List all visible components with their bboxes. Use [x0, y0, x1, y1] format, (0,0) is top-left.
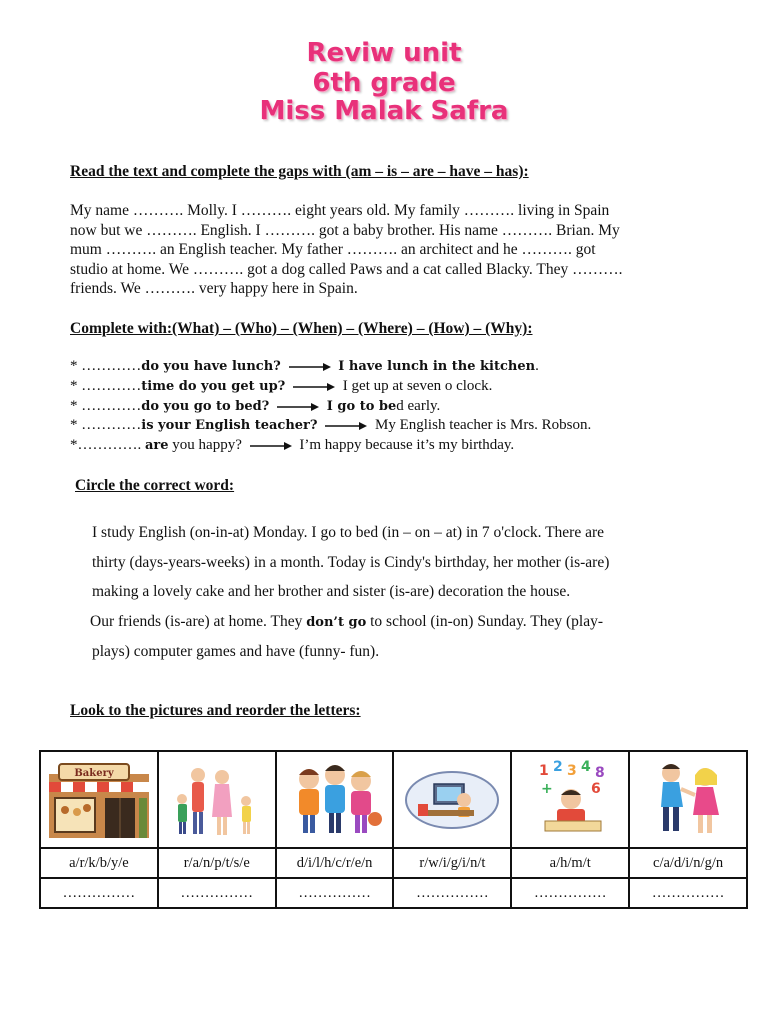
svg-text:1: 1 — [539, 762, 549, 779]
svg-text:+: + — [541, 780, 553, 797]
picture-row — [40, 751, 747, 848]
section1-heading: Read the text and complete the gaps with (am – is – are – have – has): — [70, 163, 529, 180]
question-item — [70, 397, 440, 417]
svg-text:2: 2 — [553, 758, 563, 775]
svg-text:8: 8 — [595, 764, 605, 781]
section1-line: friends. We ………. very happy here in Spain. — [70, 280, 358, 298]
answer-text: I’m happy because it’s my birthday. — [299, 437, 515, 453]
section3-text — [92, 518, 712, 667]
question-item — [70, 416, 591, 436]
answer-blank[interactable]: …………… — [393, 878, 511, 908]
svg-text:4: 4 — [581, 758, 591, 775]
svg-text:3: 3 — [567, 762, 577, 779]
arrow-icon — [277, 402, 319, 412]
computer-picture — [404, 770, 500, 830]
question-text: time do you get up? — [141, 379, 286, 394]
question-rest: you happy? — [168, 437, 242, 453]
family-picture-cell — [158, 751, 276, 848]
family-picture — [172, 759, 262, 841]
scrambled-word: r/a/n/p/t/s/e — [158, 848, 276, 878]
question-prefix: * ………… — [70, 358, 142, 374]
question-text: do you have lunch? — [141, 359, 281, 374]
section3-line-part: Our friends (is-are) at home. They — [90, 612, 307, 630]
question-prefix: * ………… — [70, 417, 142, 433]
svg-text:6: 6 — [591, 780, 601, 797]
arrow-icon — [293, 382, 335, 392]
children-picture-cell — [276, 751, 394, 848]
scrambled-row — [40, 848, 747, 878]
arrow-icon — [325, 421, 367, 431]
section3-line: plays) computer games and have (funny- fun). — [92, 643, 380, 660]
arrow-icon — [289, 362, 331, 372]
answer-text: I get up at seven o clock. — [342, 378, 493, 394]
title-line-2: 6th grade — [312, 68, 456, 98]
math-picture-cell — [511, 751, 629, 848]
question-prefix: * ………… — [70, 398, 142, 414]
question-prefix: *…………. — [70, 437, 145, 453]
bakery-picture — [45, 760, 153, 840]
answer-blank[interactable]: …………… — [158, 878, 276, 908]
scrambled-word: a/h/m/t — [511, 848, 629, 878]
section3-line: thirty (days-years-weeks) in a month. Today is Cindy's birthday, her mother (is-are) — [92, 553, 610, 571]
answer-blank[interactable]: …………… — [276, 878, 394, 908]
section3-bold: don’t go — [306, 614, 367, 630]
computer-picture-cell — [393, 751, 511, 848]
question-prefix: * ………… — [70, 378, 142, 394]
section1-line: now but we ………. English. I ………. got a baby brother. His name ………. Brian. My — [70, 221, 620, 239]
section3-line: making a lovely cake and her brother and sister (is-are) decoration the house. — [92, 583, 571, 600]
answer-blank[interactable]: …………… — [629, 878, 747, 908]
question-item — [70, 357, 539, 377]
question-item — [70, 377, 492, 397]
answer-blank[interactable]: …………… — [511, 878, 629, 908]
section1-line: My name ………. Molly. I ………. eight years old. My family ………. living in Spain — [70, 202, 610, 219]
answer-text: My English teacher is Mrs. Robson. — [375, 417, 592, 433]
section3-line — [90, 607, 712, 638]
dancing-picture-cell — [629, 751, 747, 848]
answer-row — [40, 878, 747, 908]
answer-blank[interactable]: …………… — [40, 878, 158, 908]
answer-text: I have lunch in the kitchen — [338, 359, 536, 374]
section4-heading: Look to the pictures and reorder the letters: — [70, 702, 361, 719]
math-picture — [525, 759, 615, 841]
scrambled-word: c/a/d/i/n/g/n — [629, 848, 747, 878]
section3-line-part: to school (in-on) Sunday. They (play- — [366, 612, 604, 630]
answer-tail: . — [535, 358, 539, 374]
picture-table — [39, 750, 748, 909]
scrambled-word: r/w/i/g/i/n/t — [393, 848, 511, 878]
question-text: is your English teacher? — [141, 418, 318, 433]
arrow-icon — [250, 441, 292, 451]
scrambled-word: d/i/l/h/c/r/e/n — [276, 848, 394, 878]
title-line-3: Miss Malak Safra — [259, 96, 509, 126]
section1-line: mum ………. an English teacher. My father ………. an architect and he ………. got — [70, 241, 596, 259]
title-line-1: Reviw unit — [306, 38, 462, 68]
children-picture — [287, 759, 383, 841]
bakery-picture-cell — [40, 751, 158, 848]
section1-line: studio at home. We ………. got a dog called Paws and a cat called Blacky. They ………. — [70, 260, 623, 278]
answer-text: I go to be — [326, 399, 397, 414]
section3-line: I study English (on-in-at) Monday. I go to bed (in – on – at) in 7 o'clock. There are — [92, 524, 605, 541]
question-text: do you go to bed? — [141, 399, 270, 414]
section3-heading: Circle the correct word: — [75, 477, 235, 494]
scrambled-word: a/r/k/b/y/e — [40, 848, 158, 878]
question-item — [70, 436, 514, 456]
section1-text — [70, 201, 730, 299]
question-text: are — [145, 438, 169, 453]
bakery-sign: Bakery — [74, 767, 114, 779]
dancing-picture — [643, 759, 733, 841]
answer-tail: d early. — [396, 398, 441, 414]
section2-heading: Complete with:(What) – (Who) – (When) – (Where) – (How) – (Why): — [70, 320, 533, 337]
